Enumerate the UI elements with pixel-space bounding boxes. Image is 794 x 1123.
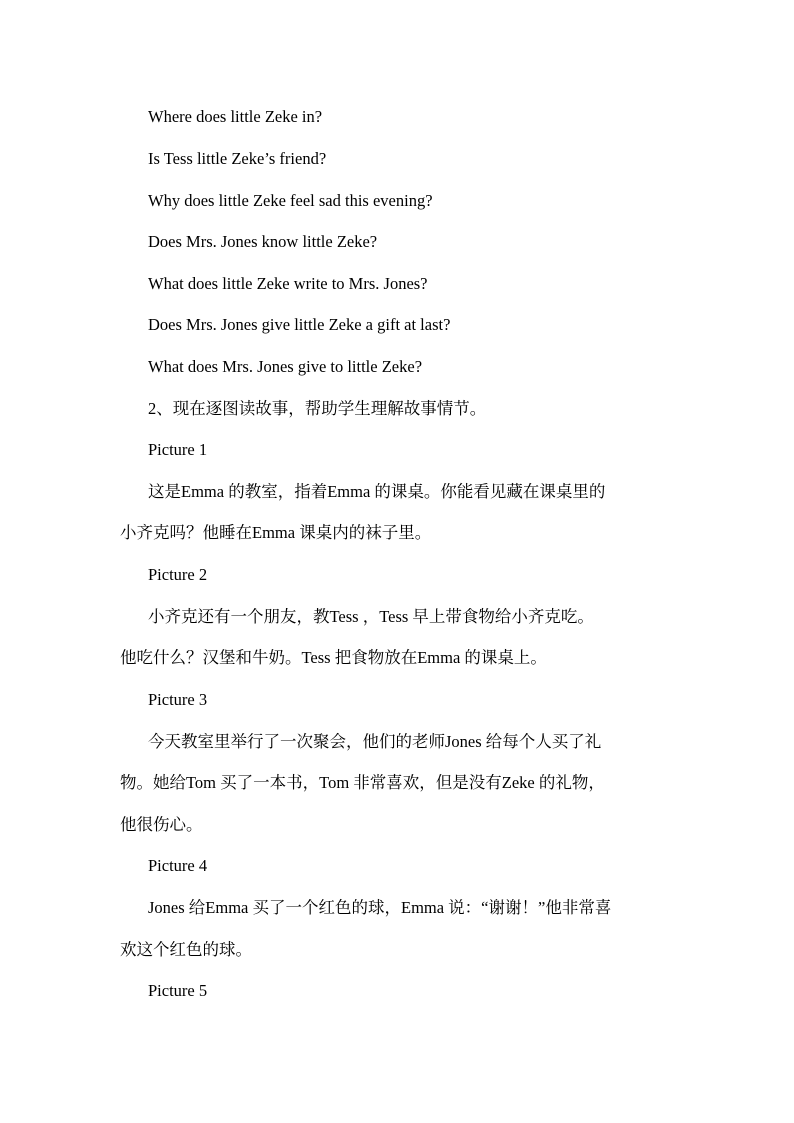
picture-4-paragraph-line-2: 欢这个红色的球。 — [120, 940, 252, 959]
question-6: Does Mrs. Jones give little Zeke a gift at last? — [148, 315, 451, 334]
question-3: Why does little Zeke feel sad this evening? — [148, 191, 433, 210]
picture-3-paragraph-line-2: 物。她给Tom 买了一本书，Tom 非常喜欢，但是没有Zeke 的礼物， — [120, 773, 605, 792]
picture-4-paragraph-line-1: Jones 给Emma 买了一个红色的球，Emma 说：“谢谢！”他非常喜 — [148, 898, 612, 917]
picture-4-heading: Picture 4 — [148, 856, 208, 875]
picture-5-heading: Picture 5 — [148, 981, 208, 1000]
step-2-instruction: 2、现在逐图读故事，帮助学生理解故事情节。 — [148, 399, 487, 418]
picture-2-heading: Picture 2 — [148, 565, 208, 584]
picture-1-paragraph-line-1: 这是Emma 的教室，指着Emma 的课桌。你能看见藏在课桌里的 — [148, 482, 606, 501]
picture-1-paragraph-line-2: 小齐克吗？他睡在Emma 课桌内的袜子里。 — [120, 523, 432, 542]
picture-3-paragraph-line-3: 他很伤心。 — [120, 815, 203, 834]
question-4: Does Mrs. Jones know little Zeke? — [148, 232, 378, 251]
question-1: Where does little Zeke in? — [148, 107, 323, 126]
picture-1-heading: Picture 1 — [148, 440, 208, 459]
question-2: Is Tess little Zeke’s friend? — [148, 149, 327, 168]
question-5: What does little Zeke write to Mrs. Jones? — [148, 274, 428, 293]
question-7: What does Mrs. Jones give to little Zeke? — [148, 357, 423, 376]
picture-2-paragraph-line-1: 小齐克还有一个朋友，教Tess ，Tess 早上带食物给小齐克吃。 — [148, 607, 594, 626]
picture-3-paragraph-line-1: 今天教室里举行了一次聚会，他们的老师Jones 给每个人买了礼 — [148, 732, 602, 751]
picture-3-heading: Picture 3 — [148, 690, 208, 709]
picture-2-paragraph-line-2: 他吃什么？汉堡和牛奶。Tess 把食物放在Emma 的课桌上。 — [120, 648, 547, 667]
